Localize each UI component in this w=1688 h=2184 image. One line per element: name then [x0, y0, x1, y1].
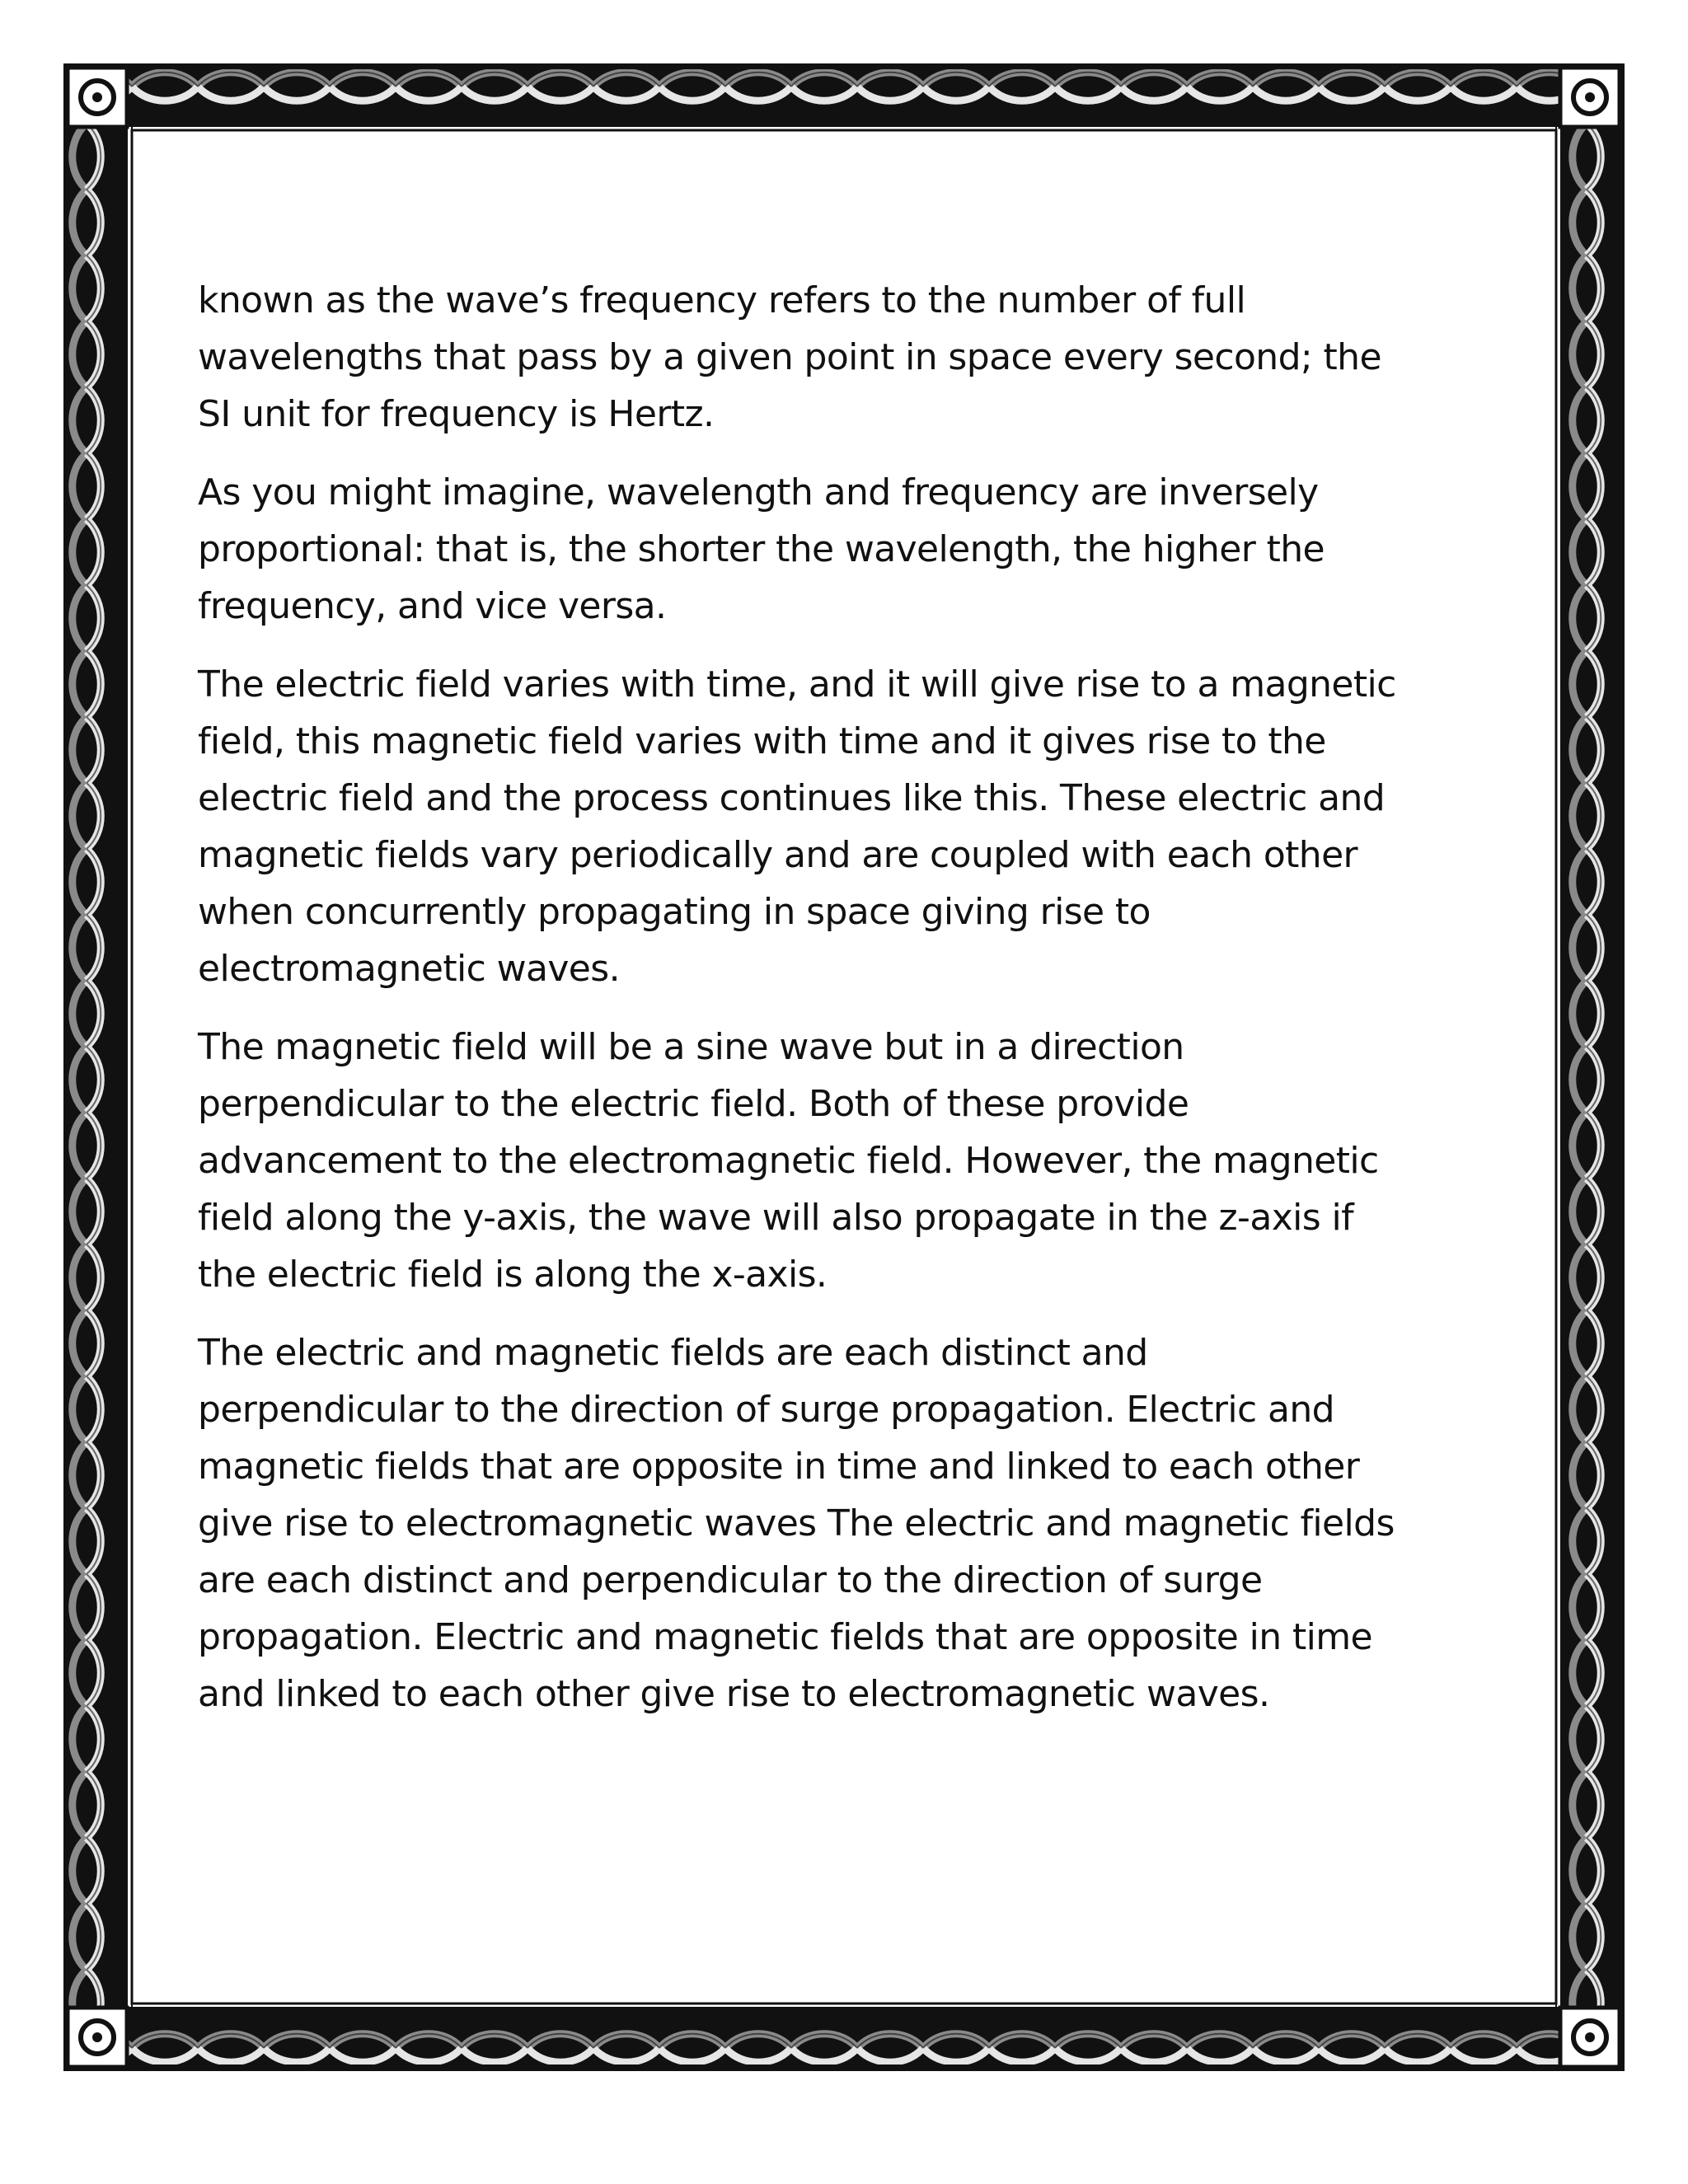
text-line: magnetic fields vary periodically and are coupled with each other [198, 834, 1358, 876]
text-line: electromagnetic waves. [198, 948, 620, 990]
text-line: propagation. Electric and magnetic fields that are opposite in time [198, 1616, 1372, 1658]
document-body [198, 272, 1500, 1744]
text-line: are each distinct and perpendicular to the direction of surge [198, 1559, 1263, 1601]
text-line: magnetic fields that are opposite in time and linked to each other [198, 1446, 1360, 1488]
text-line: proportional: that is, the shorter the wavelength, the higher the [198, 528, 1325, 570]
border-top [128, 68, 1560, 125]
text-line: The electric field varies with time, and it will give rise to a magnetic [198, 663, 1396, 705]
corner-bottom-right-icon [1560, 2008, 1620, 2067]
text-line: perpendicular to the direction of surge propagation. Electric and [198, 1389, 1334, 1431]
text-line: and linked to each other give rise to electromagnetic waves. [198, 1673, 1270, 1715]
paragraph-electric-field [198, 656, 1500, 997]
border-right [1556, 125, 1620, 2008]
corner-top-right-icon [1560, 68, 1620, 127]
text-line: perpendicular to the electric field. Both of these provide [198, 1083, 1189, 1125]
text-line: give rise to electromagnetic waves The electric and magnetic fields [198, 1502, 1395, 1544]
paragraph-perpendicular-fields [198, 1324, 1500, 1722]
paragraph-frequency [198, 272, 1500, 443]
text-line: The electric and magnetic fields are each distinct and [198, 1332, 1148, 1374]
border-bottom [128, 2008, 1560, 2066]
text-line: electric field and the process continues like this. These electric and [198, 777, 1386, 819]
text-line: As you might imagine, wavelength and frequency are inversely [198, 471, 1319, 513]
text-line: frequency, and vice versa. [198, 585, 667, 627]
text-line: wavelengths that pass by a given point in space every second; the [198, 336, 1381, 378]
text-line: SI unit for frequency is Hertz. [198, 393, 715, 435]
corner-bottom-left-icon [68, 2008, 127, 2067]
border-left [68, 125, 132, 2008]
text-line: known as the wave’s frequency refers to the number of full [198, 279, 1246, 321]
text-line: the electric field is along the x-axis. [198, 1254, 828, 1296]
text-line: field along the y-axis, the wave will also propagate in the z-axis if [198, 1197, 1353, 1239]
text-line: advancement to the electromagnetic field. However, the magnetic [198, 1140, 1379, 1182]
text-line: field, this magnetic field varies with time and it gives rise to the [198, 720, 1326, 762]
text-line: The magnetic field will be a sine wave but in a direction [198, 1026, 1184, 1068]
paragraph-magnetic-field [198, 1019, 1500, 1303]
paragraph-inverse-proportion [198, 464, 1500, 635]
corner-top-left-icon [68, 68, 127, 127]
text-line: when concurrently propagating in space giving rise to [198, 891, 1151, 933]
